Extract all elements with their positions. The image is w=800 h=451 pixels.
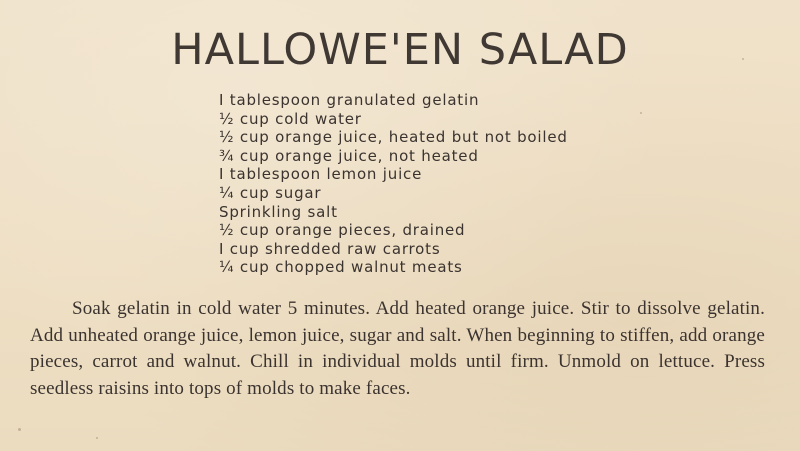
- recipe-title: HALLOWE'EN SALAD: [171, 25, 629, 75]
- paper-speck: [640, 112, 642, 114]
- ingredient-item: ¼ cup sugar: [219, 183, 322, 202]
- paper-speck: [96, 437, 98, 439]
- paper-speck: [18, 428, 21, 431]
- ingredient-item: I tablespoon granulated gelatin: [219, 91, 480, 109]
- ingredient-item: ½ cup orange juice, heated but not boiled: [219, 128, 568, 147]
- ingredient-item: ¾ cup orange juice, not heated: [219, 146, 479, 165]
- recipe-instructions: Soak gelatin in cold water 5 minutes. Add heated orange juice. Stir to dissolve gelatin. Add unheated orange juice, lemon juice, sugar and salt. When beginning to stiffen, add orange pieces, carrot and walnut. Chill in individual molds until firm. Unmold on lettuce. Press seedless raisins into tops of molds to make faces.: [30, 298, 765, 399]
- ingredient-item: Sprinkling salt: [219, 202, 338, 221]
- ingredient-item: I cup shredded raw carrots: [219, 239, 441, 258]
- ingredient-item: I tablespoon lemon juice: [219, 165, 423, 184]
- ingredient-item: ¼ cup chopped walnut meats: [219, 258, 463, 277]
- ingredient-item: ½ cup orange pieces, drained: [219, 221, 466, 240]
- ingredient-list: [219, 91, 568, 277]
- ingredient-item: ½ cup cold water: [219, 109, 362, 128]
